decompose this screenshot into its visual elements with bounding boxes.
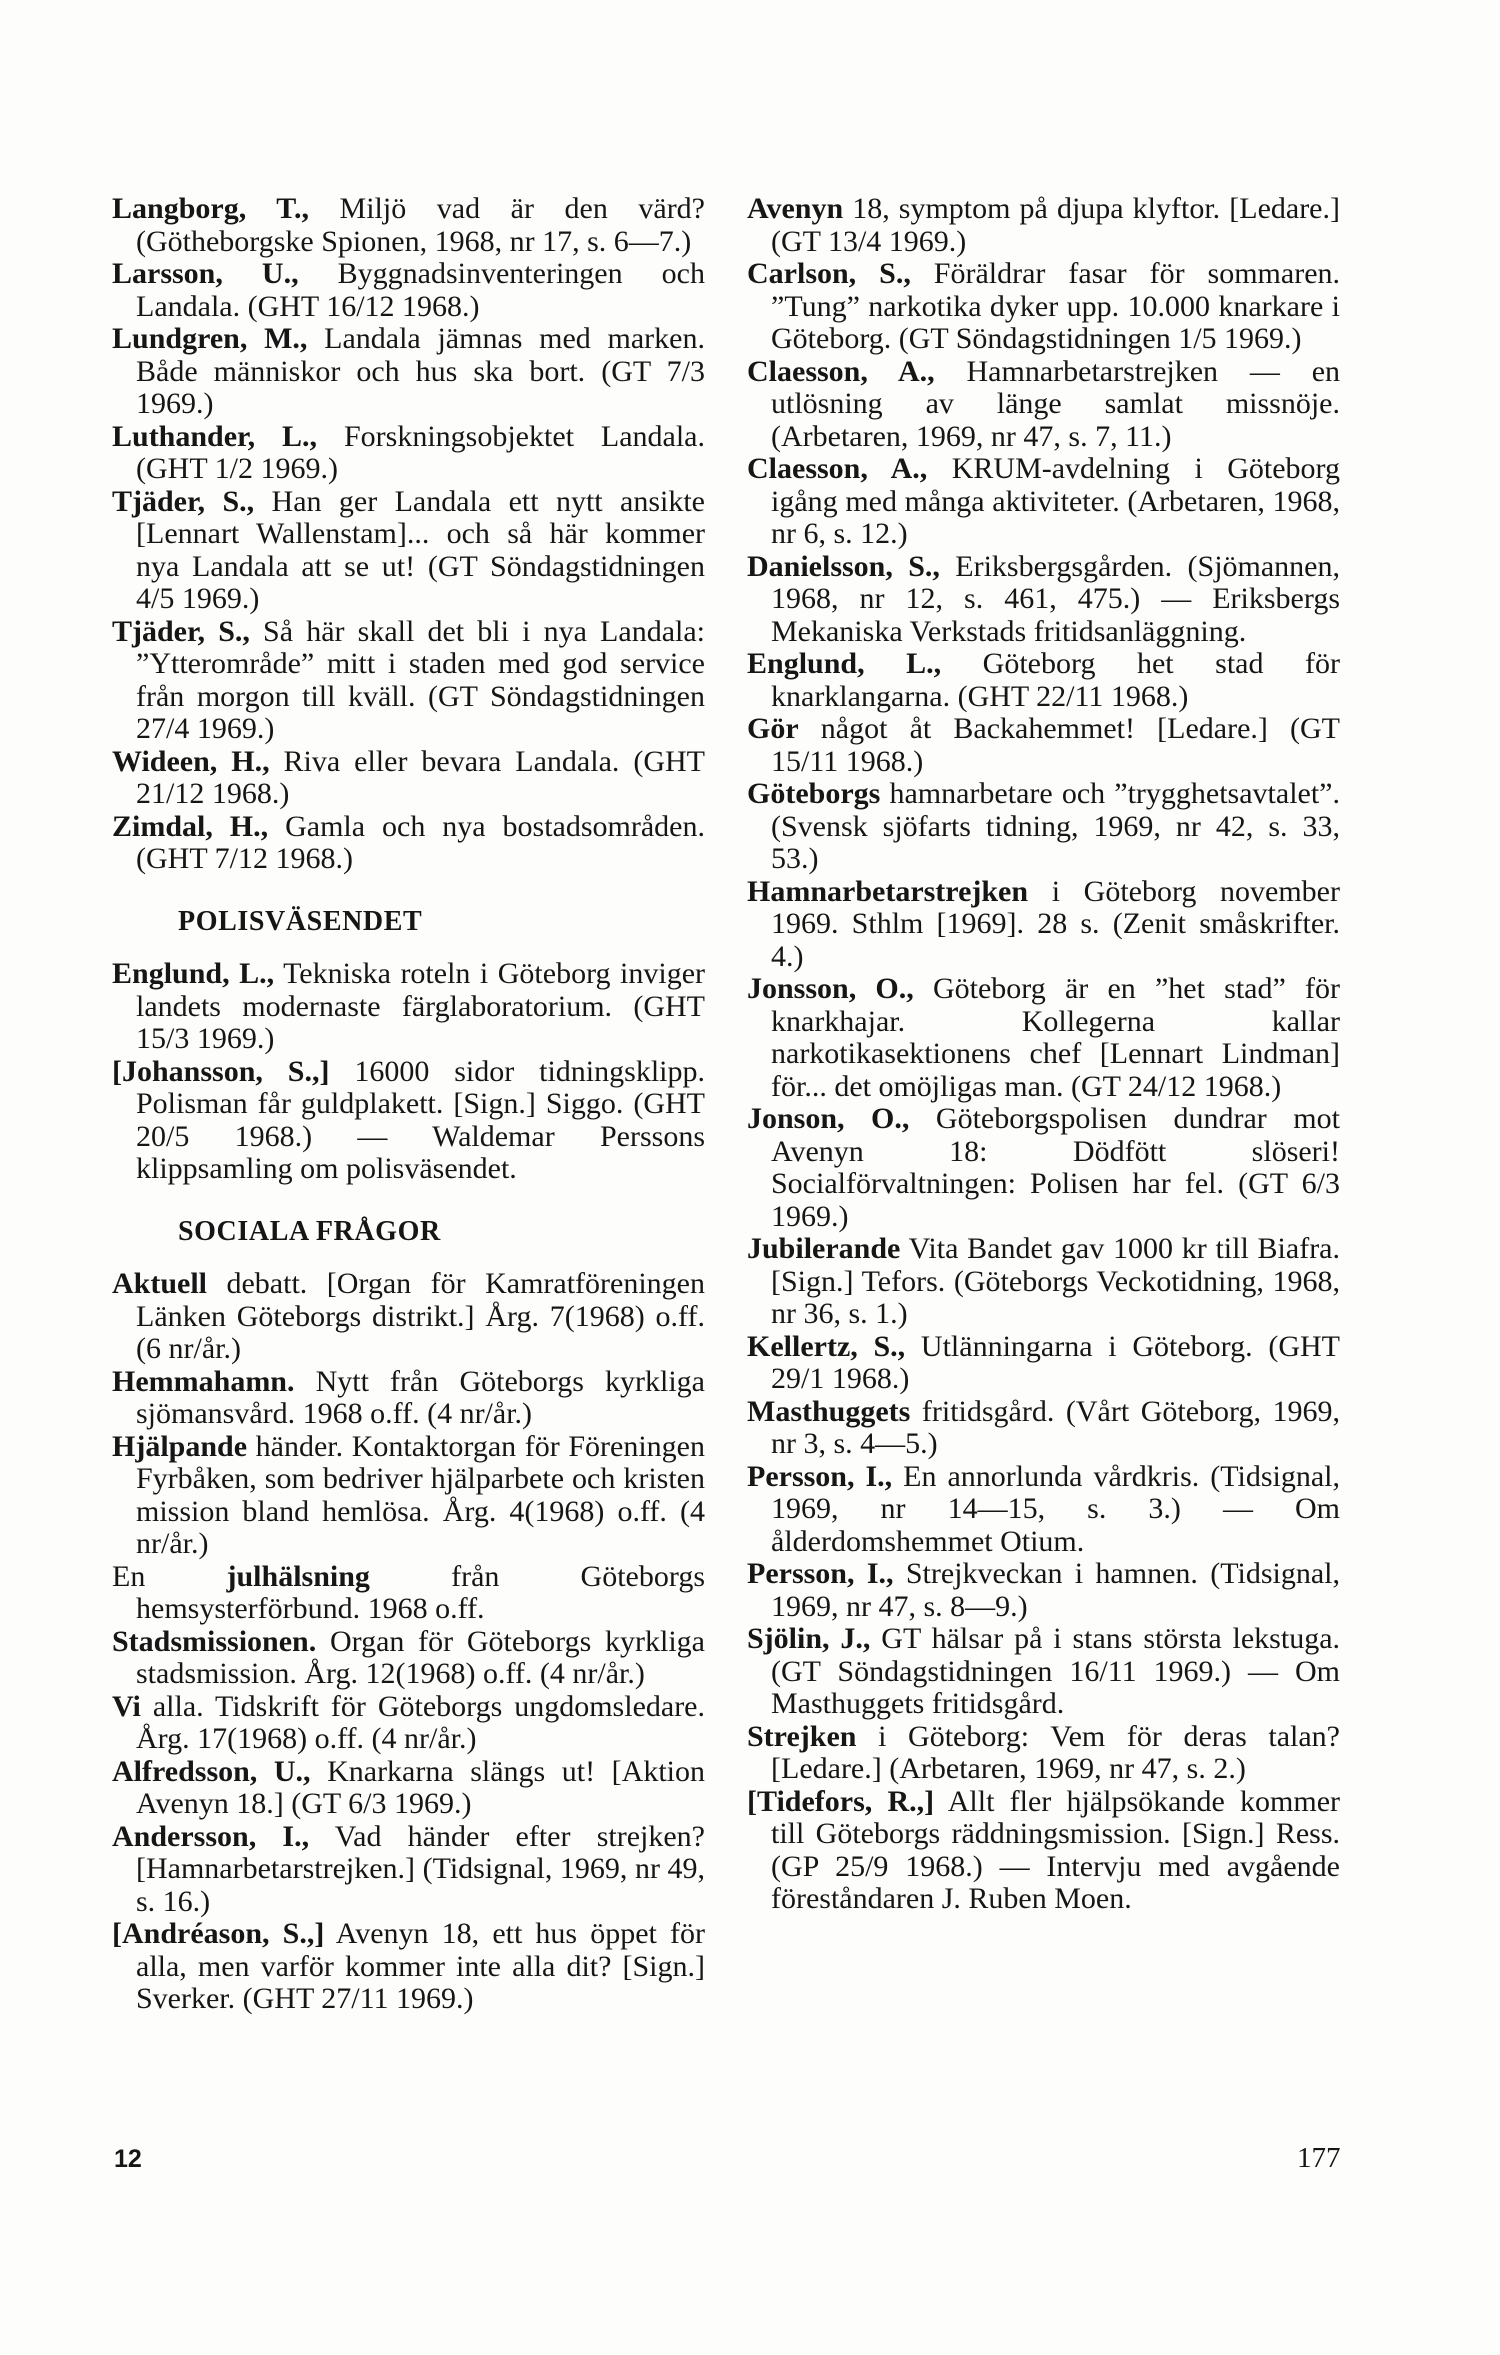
entry-text: Göteborgspolisen dundrar mot Avenyn 18: Dödfött slöseri! Socialförvaltningen: Polisen har fel. (GT 6/3 1969.) xyxy=(771,1102,1340,1233)
entry-text: Miljö vad är den värd? (Götheborgske Spionen, 1968, nr 17, s. 6—7.) xyxy=(136,192,705,258)
entry-author: Sjölin, J., xyxy=(747,1622,871,1655)
bibliography-entry xyxy=(747,258,1340,356)
entry-text: något åt Backahemmet! [Ledare.] (GT 15/11 1968.) xyxy=(771,712,1340,778)
entry-author: Tjäder, S., xyxy=(112,614,250,648)
right-column xyxy=(747,193,1340,1916)
entry-text: Landala jämnas med marken. Både människor och hus ska bort. (GT 7/3 1969.) xyxy=(136,322,705,420)
entry-author: Andersson, I., xyxy=(112,1819,310,1853)
bibliography-entry xyxy=(747,551,1340,649)
entry-text: i Göteborg: Vem för deras talan? [Ledare.] (Arbetaren, 1969, nr 47, s. 2.) xyxy=(771,1719,1340,1785)
entry-author: Zimdal, H., xyxy=(112,809,269,843)
bibliography-entry xyxy=(747,713,1340,778)
entry-text: från Göteborgs hemsysterförbund. 1968 o.ff. xyxy=(136,1559,705,1625)
entry-author: Göteborgs xyxy=(747,777,881,810)
entry-prefix: En xyxy=(112,1559,227,1593)
bibliography-entry xyxy=(747,1103,1340,1233)
entry-text: Avenyn 18, ett hus öppet för alla, men varför kommer inte alla dit? [Sign.] Sverker. (GHT 27/11 1969.) xyxy=(136,1917,705,2015)
page-number-right: 177 xyxy=(1297,2142,1341,2174)
entry-author: Danielsson, S., xyxy=(747,549,940,583)
entry-text: Vad händer efter strejken? [Hamnarbetarstrejken.] (Tidsignal, 1969, nr 49, s. 16.) xyxy=(136,1819,705,1918)
bibliography-entry xyxy=(112,323,705,421)
bibliography-entry xyxy=(747,778,1340,876)
bibliography-entry xyxy=(747,356,1340,454)
entry-author: Avenyn xyxy=(747,192,844,225)
bibliography-entry xyxy=(112,1561,705,1626)
entry-author: Hemmahamn. xyxy=(112,1364,295,1398)
entry-author: Aktuell xyxy=(112,1267,208,1300)
bibliography-entry xyxy=(112,1268,705,1366)
bibliography-entry xyxy=(747,193,1340,258)
entry-text: Gamla och nya bostadsområden. (GHT 7/12 1968.) xyxy=(136,809,705,875)
entry-author: Luthander, L., xyxy=(112,419,318,453)
entry-text: fritidsgård. (Vårt Göteborg, 1969, nr 3, s. 4—5.) xyxy=(771,1394,1340,1460)
bibliography-entry xyxy=(747,453,1340,551)
entry-text: Vita Bandet gav 1000 kr till Biafra. [Sign.] Tefors. (Göteborgs Veckotidning, 1968, nr 36, s. 1.) xyxy=(771,1232,1340,1330)
entry-text: i Göteborg november 1969. Sthlm [1969]. 28 s. (Zenit småskrifter. 4.) xyxy=(771,874,1340,973)
entry-author: Masthuggets xyxy=(747,1394,911,1428)
entry-text: Utlänningarna i Göteborg. (GHT 29/1 1968.) xyxy=(771,1329,1340,1395)
entry-text: Knarkarna slängs ut! [Aktion Avenyn 18.] (GT 6/3 1969.) xyxy=(136,1754,705,1820)
section-heading: POLISVÄSENDET xyxy=(178,905,423,937)
bibliography-entry xyxy=(112,1056,705,1186)
entry-text: Riva eller bevara Landala. (GHT 21/12 1968.) xyxy=(136,744,705,810)
entry-author: Alfredsson, U., xyxy=(112,1754,311,1788)
bibliography-entry xyxy=(747,1461,1340,1559)
entry-text: Byggnadsinventeringen och Landala. (GHT 16/12 1968.) xyxy=(136,257,705,323)
bibliography-entry xyxy=(747,1396,1340,1461)
entry-text: GT hälsar på i stans största lekstuga. (GT Söndagstidningen 16/11 1969.) — Om Masthuggets fritidsgård. xyxy=(771,1622,1341,1720)
entry-author: Larsson, U., xyxy=(112,257,299,290)
entry-author: Jonsson, O., xyxy=(747,972,914,1005)
bibliography-entry xyxy=(747,1233,1340,1331)
entry-author: Kellertz, S., xyxy=(747,1329,906,1363)
bibliography-entry xyxy=(112,1691,705,1756)
bibliography-entry xyxy=(112,421,705,486)
bibliography-entry xyxy=(112,958,705,1056)
bibliography-entry xyxy=(112,616,705,746)
entry-text: KRUM-avdelning i Göteborg igång med många aktiviteter. (Arbetaren, 1968, nr 6, s. 12.) xyxy=(771,452,1341,550)
bibliography-entry xyxy=(747,1721,1340,1786)
page-number-left: 12 xyxy=(114,2145,142,2173)
entry-author: Wideen, H., xyxy=(112,744,270,778)
bibliography-entry xyxy=(112,746,705,811)
entry-text: händer. Kontaktorgan för Föreningen Fyrbåken, som bedriver hjälparbete och kristen mission bland hemlösa. Årg. 4(1968) o.ff. (4 nr/år.) xyxy=(136,1429,705,1560)
entry-text: Föräldrar fasar för sommaren. ”Tung” narkotika dyker upp. 10.000 knarkare i Göteborg. (GT Söndagstidningen 1/5 1969.) xyxy=(771,257,1341,355)
entry-author: [Andréason, S.,] xyxy=(112,1917,325,1950)
entry-text: Hamnarbetarstrejken — en utlösning av länge samlat missnöje. (Arbetaren, 1969, nr 47, s. 7, 11.) xyxy=(771,354,1341,453)
entry-author: Claesson, A., xyxy=(747,452,928,485)
bibliography-entry xyxy=(747,1786,1340,1916)
entry-text: Organ för Göteborgs kyrkliga stadsmission. Årg. 12(1968) o.ff. (4 nr/år.) xyxy=(136,1624,705,1690)
entry-text: Strejkveckan i hamnen. (Tidsignal, 1969, nr 47, s. 8—9.) xyxy=(771,1557,1340,1623)
entry-author: Langborg, T., xyxy=(112,192,309,225)
entry-author: Stadsmissionen. xyxy=(112,1624,317,1658)
entry-author: Claesson, A., xyxy=(747,354,935,388)
entry-text: 18, symptom på djupa klyftor. [Ledare.] (GT 13/4 1969.) xyxy=(771,192,1340,258)
left-column xyxy=(112,193,705,2016)
entry-author: Gör xyxy=(747,712,799,745)
bibliography-entry xyxy=(747,1331,1340,1396)
bibliography-entry xyxy=(747,1623,1340,1721)
entry-text: Göteborg är en ”het stad” för knarkhajar. Kollegerna kallar narkotikasektionens chef [Lennart Lindman] för... det omöjligas man. (GT 24/12 1968.) xyxy=(771,972,1340,1103)
bibliography-entry xyxy=(112,1821,705,1919)
entry-text: Forskningsobjektet Landala. (GHT 1/2 1969.) xyxy=(136,419,705,485)
entry-text: Allt fler hjälpsökande kommer till Göteborgs räddningsmission. [Sign.] Ress. (GP 25/9 1968.) — Intervju med avgående föreståndaren J. Ruben Moen. xyxy=(771,1784,1340,1915)
bibliography-entry xyxy=(112,1918,705,2016)
bibliography-entry xyxy=(112,811,705,876)
bibliography-entry xyxy=(112,1756,705,1821)
entry-text: Göteborg het stad för knarklangarna. (GHT 22/11 1968.) xyxy=(771,647,1340,713)
bibliography-entry xyxy=(112,1366,705,1431)
entry-text: Han ger Landala ett nytt ansikte [Lennart Wallenstam]... och så här kommer nya Landala att se ut! (GT Söndagstidningen 4/5 1969.) xyxy=(136,484,705,615)
bibliography-entry xyxy=(747,1558,1340,1623)
entry-text: alla. Tidskrift för Göteborgs ungdomsledare. Årg. 17(1968) o.ff. (4 nr/år.) xyxy=(136,1689,705,1755)
entry-author: Strejken xyxy=(747,1719,857,1753)
bibliography-entry xyxy=(112,193,705,258)
bibliography-entry xyxy=(112,1431,705,1561)
bibliography-entry xyxy=(747,648,1340,713)
entry-text: hamnarbetare och ”trygghetsavtalet”. (Svensk sjöfarts tidning, 1969, nr 42, s. 33, 53.) xyxy=(771,777,1340,875)
entry-author: Persson, I., xyxy=(747,1557,894,1590)
entry-author: Persson, I., xyxy=(747,1459,893,1493)
bibliography-entry xyxy=(112,1626,705,1691)
entry-author: Jubilerande xyxy=(747,1232,901,1265)
entry-author: Vi xyxy=(112,1689,141,1723)
entry-text: En annorlunda vårdkris. (Tidsignal, 1969, nr 14—15, s. 3.) — Om ålderdomshemmet Otium. xyxy=(771,1459,1341,1558)
bibliography-entry xyxy=(112,258,705,323)
entry-author: Lundgren, M., xyxy=(112,322,308,355)
bibliography-entry xyxy=(747,876,1340,974)
entry-author: [Johansson, S.,] xyxy=(112,1054,330,1088)
entry-author: Englund, L., xyxy=(747,647,942,680)
entry-text: debatt. [Organ för Kamratföreningen Länken Göteborgs distrikt.] Årg. 7(1968) o.ff. (6 nr/år.) xyxy=(136,1267,705,1365)
bibliography-entry xyxy=(747,973,1340,1103)
entry-author: julhälsning xyxy=(226,1559,370,1593)
bibliography-entry xyxy=(112,486,705,616)
entry-text: Nytt från Göteborgs kyrkliga sjömansvård. 1968 o.ff. (4 nr/år.) xyxy=(136,1364,705,1430)
entry-author: Hamnarbetarstrejken xyxy=(747,874,1029,908)
entry-author: [Tidefors, R.,] xyxy=(747,1784,935,1818)
entry-author: Tjäder, S., xyxy=(112,484,255,518)
section-heading: SOCIALA FRÅGOR xyxy=(178,1215,441,1247)
entry-text: Så här skall det bli i nya Landala: ”Ytterområde” mitt i staden med god service från morgon till kväll. (GT Söndagstidningen 27/4 1969.) xyxy=(136,614,705,745)
entry-author: Jonson, O., xyxy=(747,1102,910,1135)
entry-author: Carlson, S., xyxy=(747,257,911,290)
entry-text: Tekniska roteln i Göteborg inviger landets modernaste färglaboratorium. (GHT 15/3 1969.) xyxy=(136,957,706,1055)
entry-text: Eriksbergsgården. (Sjömannen, 1968, nr 12, s. 461, 475.) — Eriksbergs Mekaniska Verkstads fritidsanläggning. xyxy=(771,549,1340,648)
entry-author: Hjälpande xyxy=(112,1429,248,1463)
entry-author: Englund, L., xyxy=(112,957,275,990)
entry-text: 16000 sidor tidningsklipp. Polisman får guldplakett. [Sign.] Siggo. (GHT 20/5 1968.) — Waldemar Perssons klippsamling om polisväsendet. xyxy=(136,1054,705,1185)
